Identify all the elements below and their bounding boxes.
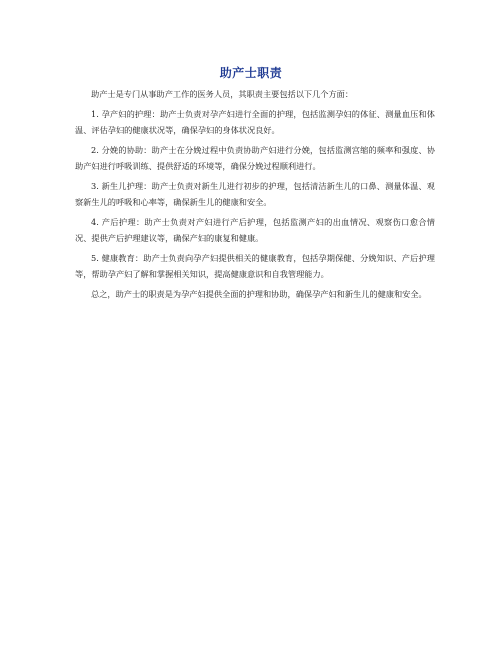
intro-paragraph: 助产士是专门从事助产工作的医务人员，其职责主要包括以下几个方面：	[91, 89, 354, 99]
document-body	[75, 86, 435, 306]
duty-paragraph-4: 4. 产后护理：助产士负责对产妇进行产后护理，包括监测产妇的出血情况、观察伤口愈合情况、提供产后护理建议等，确保产妇的康复和健康。	[75, 217, 435, 243]
document-title: 助产士职责	[219, 66, 283, 80]
duty-paragraph-3: 3. 新生儿护理：助产士负责对新生儿进行初步的护理，包括清洁新生儿的口鼻、测量体温、观察新生儿的呼吸和心率等，确保新生儿的健康和安全。	[75, 181, 435, 207]
duty-paragraph-5: 5. 健康教育：助产士负责向孕产妇提供相关的健康教育，包括孕期保健、分娩知识、产后护理等，帮助孕产妇了解和掌握相关知识，提高健康意识和自我管理能力。	[75, 253, 435, 279]
duty-paragraph-2: 2. 分娩的协助：助产士在分娩过程中负责协助产妇进行分娩，包括监测宫缩的频率和强度、协助产妇进行呼吸训练、提供舒适的环境等，确保分娩过程顺利进行。	[75, 145, 435, 171]
summary-paragraph: 总之，助产士的职责是为孕产妇提供全面的护理和协助，确保孕产妇和新生儿的健康和安全。	[91, 289, 427, 299]
duty-paragraph-1: 1. 孕产妇的护理：助产士负责对孕产妇进行全面的护理，包括监测孕妇的体征、测量血压和体温、评估孕妇的健康状况等，确保孕妇的身体状况良好。	[75, 109, 435, 135]
